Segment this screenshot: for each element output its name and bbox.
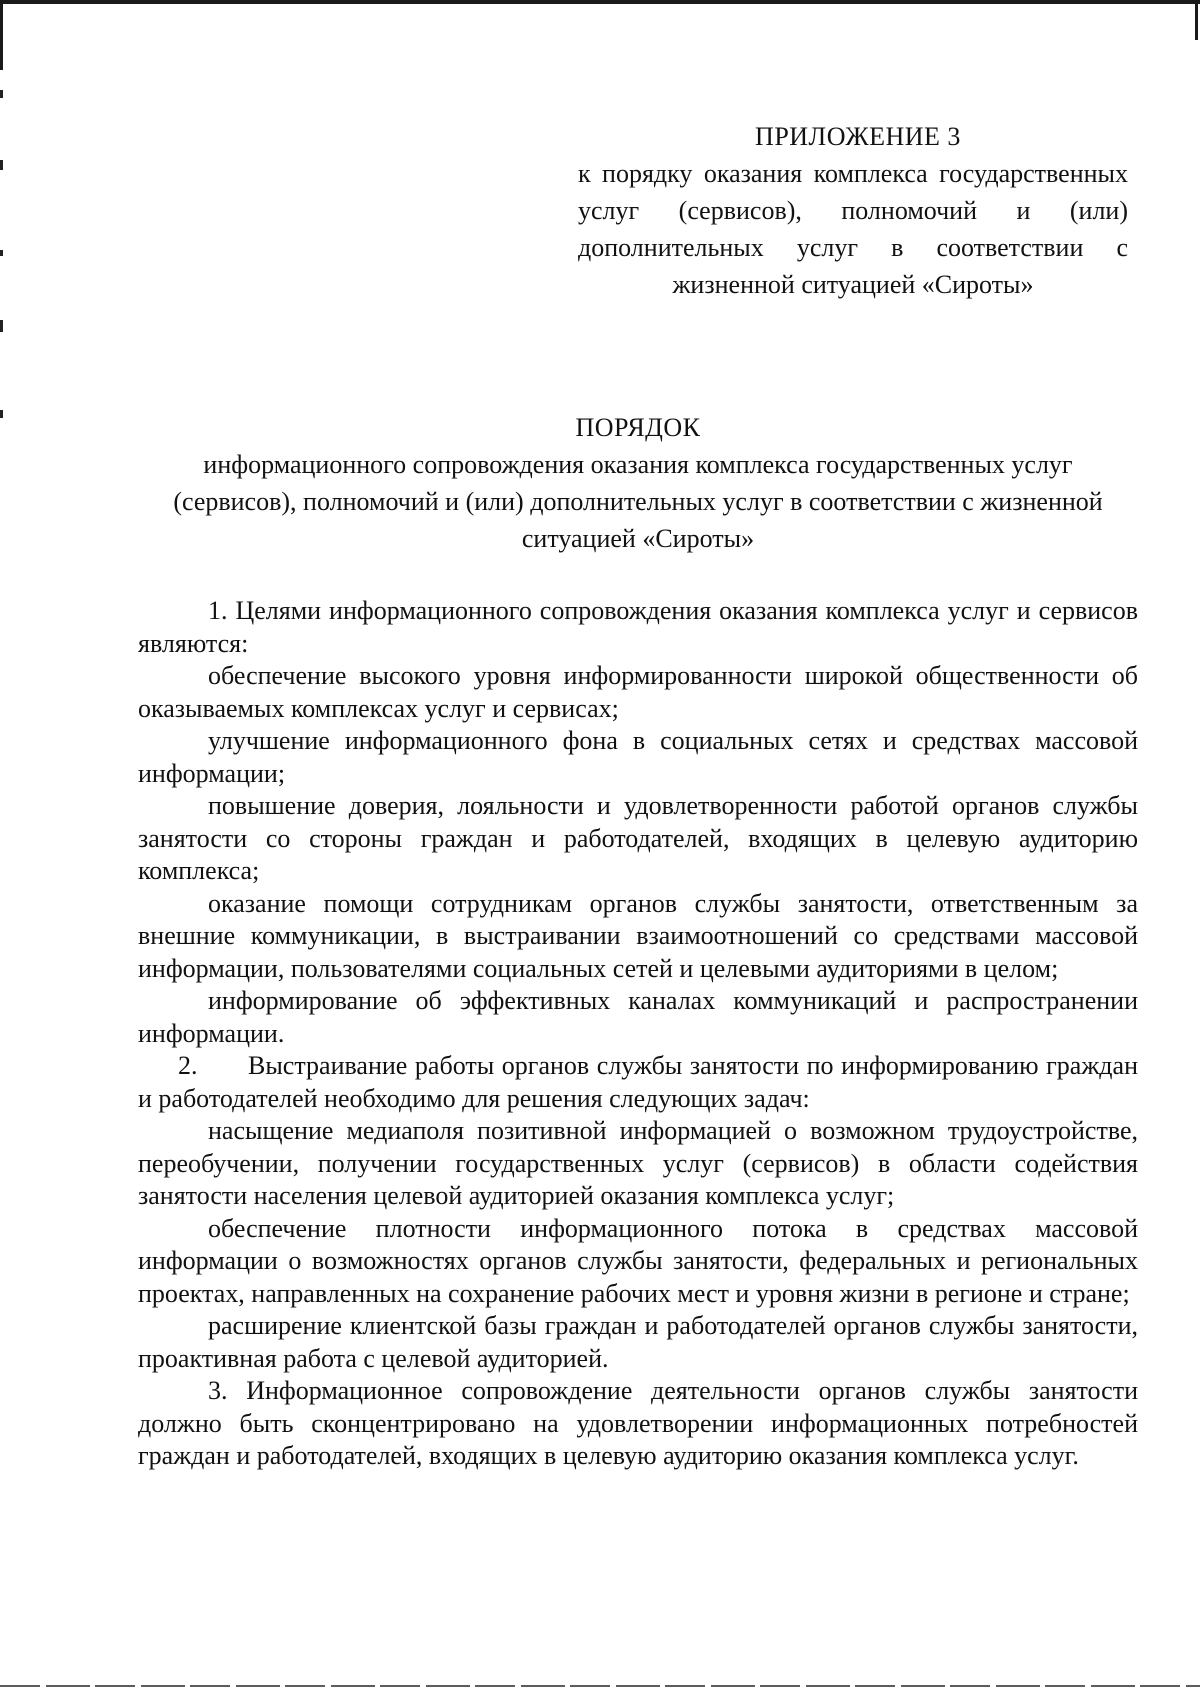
section-1 — [138, 595, 1138, 660]
document-subtitle: информационного сопровождения оказания комплекса государственных услуг (сервисов), полномочий и (или) дополнительных услуг в соответствии с жизненной ситуацией «Сироты» — [173, 450, 1103, 553]
scan-bottom-edge — [0, 1685, 1200, 1687]
appendix-title: ПРИЛОЖЕНИЕ 3 — [755, 122, 961, 151]
scan-left-margin-marks — [0, 90, 4, 430]
section-1-item: улучшение информационного фона в социальных сетях и средствах массовой информации; — [138, 726, 1138, 788]
section-2-item: насыщение медиаполя позитивной информацией о возможном трудоустройстве, переобучении, получении государственных услуг (сервисов) в области содействия занятости населения целевой аудиторией оказания комплекса услуг; — [138, 1116, 1138, 1210]
section-1-item: повышение доверия, лояльности и удовлетворенности работой органов службы занятости со стороны граждан и работодателей, входящих в целевую аудиторию комплекса; — [138, 791, 1138, 885]
appendix-text: к порядку оказания комплекса государственных услуг (сервисов), полномочий и (или) дополнительных услуг в соответствии с жизненной ситуацией «Сироты» — [578, 159, 1128, 299]
section-1-item: информирование об эффективных каналах коммуникаций и распространении информации. — [138, 986, 1138, 1048]
document-body — [138, 595, 1138, 1473]
section-3-number: 3. — [208, 1376, 228, 1405]
section-1-item: оказание помощи сотрудникам органов службы занятости, ответственным за внешние коммуникации, в выстраивании взаимоотношений со средствами массовой информации, пользователями социальных сетей и целевыми аудиториями в целом; — [138, 888, 1138, 983]
section-3-text: Информационное сопровождение деятельности органов службы занятости должно быть сконцентрировано на удовлетворении информационных потребностей граждан и работодателей, входящих в целевую аудиторию оказания комплекса услуг. — [138, 1376, 1138, 1470]
section-1-text: Целями информационного сопровождения оказания комплекса услуг и сервисов являются: — [138, 596, 1139, 658]
section-2-item: обеспечение плотности информационного потока в средствах массовой информации о возможностях органов службы занятости, федеральных и региональных проектах, направленных на сохранение рабочих мест и уровня жизни в регионе и стране; — [138, 1213, 1138, 1308]
scan-right-edge — [1195, 0, 1198, 40]
section-2-text: Выстраивание работы органов службы занятости по информированию граждан и работодателей необходимо для решения следующих задач: — [138, 1051, 1138, 1113]
section-3 — [138, 1375, 1138, 1473]
section-2-item: расширение клиентской базы граждан и работодателей органов службы занятости, проактивная работа с целевой аудиторией. — [138, 1311, 1138, 1373]
section-1-item: обеспечение высокого уровня информированности широкой общественности об оказываемых комплексах услуг и сервисах; — [138, 661, 1138, 723]
document-title: ПОРЯДОК — [575, 413, 701, 442]
section-2-number: 2. — [178, 1051, 198, 1080]
section-2 — [138, 1050, 1138, 1115]
appendix-header — [578, 118, 1138, 303]
document-page — [138, 118, 1138, 1473]
section-1-number: 1. — [208, 596, 228, 625]
scan-top-edge — [0, 0, 1200, 4]
scan-left-edge — [0, 0, 3, 70]
